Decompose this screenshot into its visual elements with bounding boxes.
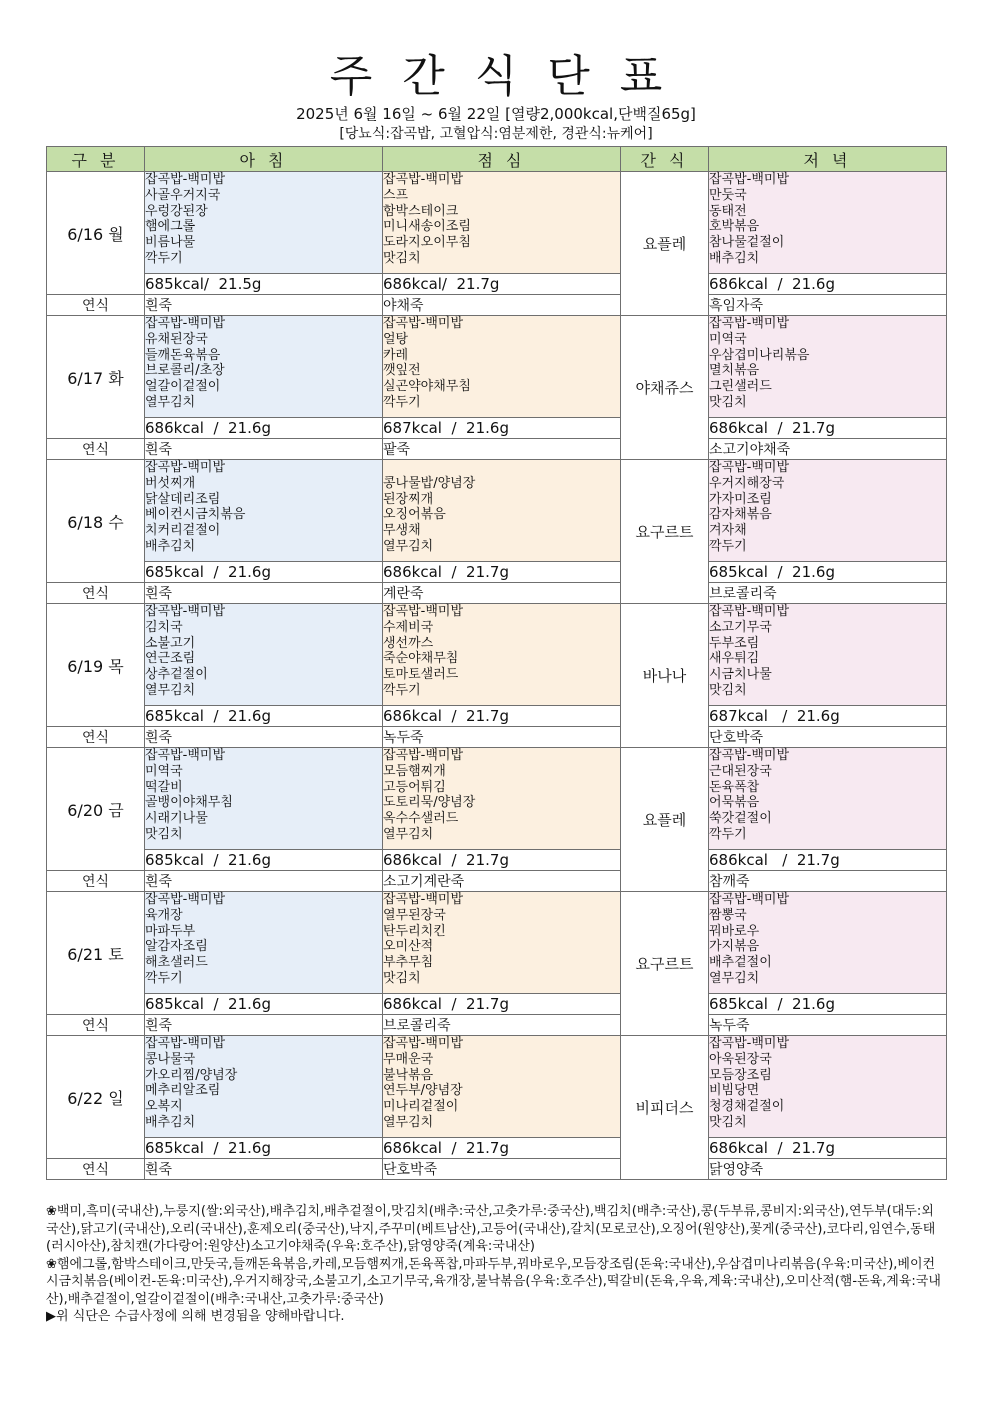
menu-item: 짬뽕국 xyxy=(709,907,747,923)
menu-item: 모듬햄찌개 xyxy=(383,763,446,779)
breakfast-items xyxy=(145,748,383,850)
day-label: 6/19 목 xyxy=(47,604,145,727)
header-row xyxy=(47,147,947,172)
day-label: 6/17 화 xyxy=(47,316,145,439)
menu-item: 치커리겉절이 xyxy=(145,523,221,539)
header-breakfast: 아 침 xyxy=(145,147,383,172)
menu-item: 떡갈비 xyxy=(145,779,183,795)
menu-item: 돈육폭찹 xyxy=(709,779,760,795)
menu-item: 열무김치 xyxy=(383,826,434,842)
menu-item: 알감자조림 xyxy=(145,939,208,955)
menu-item: 우거지해장국 xyxy=(709,475,785,491)
porridge-label: 연식 xyxy=(47,583,145,604)
menu-item: 연근조림 xyxy=(145,651,196,667)
menu-item: 잡곡밥-백미밥 xyxy=(383,748,464,763)
menu-item: 우렁강된장 xyxy=(145,203,208,219)
day-label: 6/16 월 xyxy=(47,172,145,295)
day-row xyxy=(47,316,947,418)
menu-item: 잡곡밥-백미밥 xyxy=(145,892,226,907)
dinner-items xyxy=(709,748,947,850)
menu-item: 배추김치 xyxy=(145,1114,196,1130)
day-label: 6/20 금 xyxy=(47,748,145,871)
lunch-porridge: 야채죽 xyxy=(383,295,621,316)
menu-item: 얼탕 xyxy=(383,331,409,347)
menu-item: 잡곡밥-백미밥 xyxy=(709,1036,790,1051)
menu-item: 생선까스 xyxy=(383,635,434,651)
menu-item: 실곤약야채무침 xyxy=(383,379,471,395)
dinner-items xyxy=(709,892,947,994)
menu-item: 잡곡밥-백미밥 xyxy=(145,604,226,619)
kcal-row xyxy=(47,1138,947,1159)
lunch-porridge: 팥죽 xyxy=(383,439,621,460)
weekly-menu-table xyxy=(46,146,947,1180)
breakfast-items xyxy=(145,604,383,706)
menu-item: 잡곡밥-백미밥 xyxy=(709,748,790,763)
day-row xyxy=(47,1036,947,1138)
menu-item: 열무김치 xyxy=(383,538,434,554)
menu-item: 깍두기 xyxy=(709,826,747,842)
menu-item: 잡곡밥-백미밥 xyxy=(709,316,790,331)
porridge-label: 연식 xyxy=(47,1159,145,1180)
menu-item: 아욱된장국 xyxy=(709,1051,772,1067)
dinner-items xyxy=(709,1036,947,1138)
dinner-items xyxy=(709,172,947,274)
origin-note-2: ❀햄에그롤,함박스테이크,만둣국,들깨돈육볶음,카레,모듬햄찌개,돈육폭찹,마파두부,꿔바로우,모듬장조림(돈육:국내산),우삼겹미나리볶음(우육:미국산),베이컨시금치볶음(베이컨-돈육:미국산),우거지해장국,소불고기,소고기무국,육개장,불낙볶음(우육:호주산),떡갈비(돈육,우육,계육:국내산),오미산적(햄-돈육,계육:국내산),배추겉절이,얼갈이겉절이(배추:국내산,고춧가루:중국산) xyxy=(46,1256,941,1307)
menu-item: 배추겉절이 xyxy=(709,955,772,971)
lunch-porridge: 계란죽 xyxy=(383,583,621,604)
day-row xyxy=(47,172,947,274)
menu-item: 된장찌개 xyxy=(383,491,434,507)
menu-item: 부추무침 xyxy=(383,955,434,971)
menu-item: 마파두부 xyxy=(145,923,196,939)
dinner-items xyxy=(709,460,947,562)
menu-item: 버섯찌개 xyxy=(145,475,196,491)
menu-item: 오미산적 xyxy=(383,939,434,955)
lunch-items xyxy=(383,1036,621,1138)
menu-item: 김치국 xyxy=(145,619,183,635)
breakfast-kcal: 685kcal / 21.6g xyxy=(145,994,383,1015)
porridge-label: 연식 xyxy=(47,1015,145,1036)
diet-note: [당뇨식:잡곡밥, 고혈압식:염분제한, 경관식:뉴케어] xyxy=(339,126,653,142)
porridge-label: 연식 xyxy=(47,727,145,748)
menu-item: 브로콜리/초장 xyxy=(145,363,225,379)
breakfast-kcal: 685kcal/ 21.5g xyxy=(145,274,383,295)
dinner-items xyxy=(709,316,947,418)
lunch-items xyxy=(383,748,621,850)
dinner-porridge: 흑임자죽 xyxy=(709,295,947,316)
menu-item: 미니새송이조림 xyxy=(383,219,471,235)
dinner-porridge: 소고기야채죽 xyxy=(709,439,947,460)
dinner-porridge: 닭영양죽 xyxy=(709,1159,947,1180)
lunch-items xyxy=(383,604,621,706)
menu-item: 고등어튀김 xyxy=(383,779,446,795)
snack-cell: 요플레 xyxy=(621,172,709,316)
dinner-porridge: 녹두죽 xyxy=(709,1015,947,1036)
menu-item: 열무김치 xyxy=(145,682,196,698)
menu-item: 깍두기 xyxy=(145,250,183,266)
menu-item: 근대된장국 xyxy=(709,763,772,779)
breakfast-porridge: 흰죽 xyxy=(145,871,383,892)
dinner-porridge: 단호박죽 xyxy=(709,727,947,748)
menu-item: 잡곡밥-백미밥 xyxy=(145,1036,226,1051)
breakfast-items xyxy=(145,460,383,562)
menu-item: 탄두리치킨 xyxy=(383,923,446,939)
menu-item: 함박스테이크 xyxy=(383,203,459,219)
menu-item: 열무김치 xyxy=(145,394,196,410)
menu-item: 베이컨시금치볶음 xyxy=(145,507,246,523)
day-row xyxy=(47,892,947,994)
snack-cell: 요구르트 xyxy=(621,892,709,1036)
menu-body xyxy=(47,172,947,1180)
menu-item: 육개장 xyxy=(145,907,183,923)
menu-item: 오복지 xyxy=(145,1099,183,1115)
kcal-row xyxy=(47,706,947,727)
kcal-row xyxy=(47,850,947,871)
dinner-kcal: 686kcal / 21.6g xyxy=(709,274,947,295)
menu-item: 열무김치 xyxy=(709,970,760,986)
menu-item: 잡곡밥-백미밥 xyxy=(145,172,226,187)
menu-item: 잡곡밥-백미밥 xyxy=(383,1036,464,1051)
menu-item: 유채된장국 xyxy=(145,331,208,347)
menu-item: 오징어볶음 xyxy=(383,507,446,523)
day-row xyxy=(47,748,947,850)
breakfast-kcal: 685kcal / 21.6g xyxy=(145,850,383,871)
menu-item: 깍두기 xyxy=(383,394,421,410)
breakfast-items xyxy=(145,316,383,418)
lunch-items xyxy=(383,172,621,274)
menu-item: 도라지오이무침 xyxy=(383,235,471,251)
menu-item: 맛김치 xyxy=(709,682,747,698)
menu-item: 토마토샐러드 xyxy=(383,667,459,683)
header-dinner: 저 녁 xyxy=(709,147,947,172)
porridge-label: 연식 xyxy=(47,295,145,316)
menu-item: 참나물겉절이 xyxy=(709,235,785,251)
menu-item: 잡곡밥-백미밥 xyxy=(383,604,464,619)
menu-item: 깻잎전 xyxy=(383,363,421,379)
menu-item: 어묵볶음 xyxy=(709,795,760,811)
lunch-items xyxy=(383,460,621,562)
header-lunch: 점 심 xyxy=(383,147,621,172)
lunch-kcal: 686kcal / 21.7g xyxy=(383,706,621,727)
menu-item: 새우튀김 xyxy=(709,651,760,667)
menu-item: 배추김치 xyxy=(145,538,196,554)
kcal-row xyxy=(47,994,947,1015)
dinner-kcal: 687kcal / 21.6g xyxy=(709,706,947,727)
snack-cell: 야채쥬스 xyxy=(621,316,709,460)
day-label: 6/22 일 xyxy=(47,1036,145,1159)
menu-item: 콩나물밥/양념장 xyxy=(383,475,476,491)
menu-item: 열무김치 xyxy=(383,1114,434,1130)
menu-item: 잡곡밥-백미밥 xyxy=(709,460,790,475)
menu-item: 비름나물 xyxy=(145,235,196,251)
menu-item: 사골우거지국 xyxy=(145,187,221,203)
lunch-porridge: 소고기계란죽 xyxy=(383,871,621,892)
day-label: 6/18 수 xyxy=(47,460,145,583)
lunch-kcal: 686kcal / 21.7g xyxy=(383,994,621,1015)
breakfast-porridge: 흰죽 xyxy=(145,1015,383,1036)
menu-item: 수제비국 xyxy=(383,619,434,635)
menu-item: 미역국 xyxy=(145,763,183,779)
breakfast-items xyxy=(145,1036,383,1138)
menu-item: 도토리묵/양념장 xyxy=(383,795,476,811)
lunch-kcal: 686kcal / 21.7g xyxy=(383,850,621,871)
dinner-items xyxy=(709,604,947,706)
day-row xyxy=(47,460,947,562)
menu-item: 겨자채 xyxy=(709,523,747,539)
porridge-row xyxy=(47,295,947,316)
menu-item: 잡곡밥-백미밥 xyxy=(709,604,790,619)
menu-item: 잡곡밥-백미밥 xyxy=(709,172,790,187)
menu-item: 죽순야채무침 xyxy=(383,651,459,667)
menu-item: 가자미조림 xyxy=(709,491,772,507)
dinner-porridge: 브로콜리죽 xyxy=(709,583,947,604)
day-label: 6/21 토 xyxy=(47,892,145,1015)
menu-item: 잡곡밥-백미밥 xyxy=(383,316,464,331)
menu-item: 비빔당면 xyxy=(709,1083,760,1099)
menu-item: 메추리알조림 xyxy=(145,1083,221,1099)
menu-item: 깍두기 xyxy=(709,538,747,554)
menu-item: 무생채 xyxy=(383,523,421,539)
porridge-row xyxy=(47,727,947,748)
menu-item: 상추겉절이 xyxy=(145,667,208,683)
menu-item: 잡곡밥-백미밥 xyxy=(145,748,226,763)
lunch-kcal: 686kcal/ 21.7g xyxy=(383,274,621,295)
header-snack: 간 식 xyxy=(621,147,709,172)
menu-item: 꿔바로우 xyxy=(709,923,760,939)
menu-item: 청경채겉절이 xyxy=(709,1099,785,1115)
snack-cell: 요구르트 xyxy=(621,460,709,604)
porridge-row xyxy=(47,871,947,892)
menu-item: 들깨돈육볶음 xyxy=(145,347,221,363)
menu-item: 동태전 xyxy=(709,203,747,219)
dinner-kcal: 686kcal / 21.7g xyxy=(709,1138,947,1159)
dinner-porridge: 참깨죽 xyxy=(709,871,947,892)
lunch-items xyxy=(383,316,621,418)
menu-item: 잡곡밥-백미밥 xyxy=(709,892,790,907)
menu-item: 소고기무국 xyxy=(709,619,772,635)
snack-cell: 비피더스 xyxy=(621,1036,709,1180)
menu-item: 미역국 xyxy=(709,331,747,347)
menu-item: 맛김치 xyxy=(383,250,421,266)
header-category: 구 분 xyxy=(47,147,145,172)
dinner-kcal: 686kcal / 21.7g xyxy=(709,850,947,871)
breakfast-porridge: 흰죽 xyxy=(145,295,383,316)
menu-item: 맛김치 xyxy=(709,394,747,410)
change-notice: ▶위 식단은 수급사정에 의해 변경됨을 양해바랍니다. xyxy=(46,1309,345,1324)
menu-item: 잡곡밥-백미밥 xyxy=(145,316,226,331)
breakfast-items xyxy=(145,892,383,994)
menu-item: 잡곡밥-백미밥 xyxy=(145,460,226,475)
lunch-porridge: 브로콜리죽 xyxy=(383,1015,621,1036)
menu-item: 만둣국 xyxy=(709,187,747,203)
porridge-row xyxy=(47,1159,947,1180)
menu-item: 햄에그롤 xyxy=(145,219,196,235)
breakfast-kcal: 686kcal / 21.6g xyxy=(145,418,383,439)
menu-item: 쑥갓겉절이 xyxy=(709,811,772,827)
lunch-kcal: 686kcal / 21.7g xyxy=(383,1138,621,1159)
lunch-porridge: 녹두죽 xyxy=(383,727,621,748)
menu-item: 카레 xyxy=(383,347,409,363)
menu-item: 모듬장조림 xyxy=(709,1067,772,1083)
menu-item: 연두부/양념장 xyxy=(383,1083,463,1099)
breakfast-kcal: 685kcal / 21.6g xyxy=(145,706,383,727)
menu-item: 호박볶음 xyxy=(709,219,760,235)
menu-item: 골뱅이야채무침 xyxy=(145,795,233,811)
breakfast-porridge: 흰죽 xyxy=(145,439,383,460)
menu-item: 해초샐러드 xyxy=(145,955,208,971)
menu-item: 닭살데리조림 xyxy=(145,491,221,507)
page-title: 주간식단표 xyxy=(329,51,693,102)
menu-item: 맛김치 xyxy=(709,1114,747,1130)
menu-item xyxy=(383,460,620,476)
menu-item: 깍두기 xyxy=(383,682,421,698)
lunch-items xyxy=(383,892,621,994)
period-subtitle: 2025년 6월 16일 ~ 6월 22일 [열량2,000kcal,단백질65g] xyxy=(296,105,696,123)
dinner-kcal: 685kcal / 21.6g xyxy=(709,994,947,1015)
menu-item: 가오리찜/양념장 xyxy=(145,1067,238,1083)
origin-note-1: ❀백미,흑미(국내산),누룽지(쌀:외국산),배추김치,배추겉절이,맛김치(배추:국산,고춧가루:중국산),백김치(배추:국산),콩(두부류,콩비지:외국산),연두부(대두:외국산),닭고기(국내산),오리(국내산),훈제오리(중국산),낙지,주꾸미(베트남산),고등어(국내산),갈치(모로코산),오징어(원양산),꽃게(중국산),코다리,임연수,동태(러시아산),참치캔(가다랑어:원양산)소고기야채죽(우육:호주산),닭영양죽(계육:국내산) xyxy=(46,1204,936,1254)
snack-cell: 바나나 xyxy=(621,604,709,748)
menu-item: 감자채볶음 xyxy=(709,507,772,523)
porridge-label: 연식 xyxy=(47,439,145,460)
menu-item: 소불고기 xyxy=(145,635,196,651)
menu-item: 잡곡밥-백미밥 xyxy=(383,892,464,907)
notes xyxy=(46,1203,946,1326)
kcal-row xyxy=(47,562,947,583)
dinner-kcal: 686kcal / 21.7g xyxy=(709,418,947,439)
menu-item: 맛김치 xyxy=(383,970,421,986)
menu-item: 맛김치 xyxy=(145,826,183,842)
menu-item: 무매운국 xyxy=(383,1051,434,1067)
kcal-row xyxy=(47,418,947,439)
day-row xyxy=(47,604,947,706)
porridge-row xyxy=(47,439,947,460)
breakfast-items xyxy=(145,172,383,274)
menu-item: 가지볶음 xyxy=(709,939,760,955)
menu-item: 불낙볶음 xyxy=(383,1067,434,1083)
menu-item: 미나리겉절이 xyxy=(383,1099,459,1115)
breakfast-porridge: 흰죽 xyxy=(145,1159,383,1180)
porridge-label: 연식 xyxy=(47,871,145,892)
lunch-porridge: 단호박죽 xyxy=(383,1159,621,1180)
menu-item: 잡곡밥-백미밥 xyxy=(383,172,464,187)
breakfast-porridge: 흰죽 xyxy=(145,583,383,604)
breakfast-kcal: 685kcal / 21.6g xyxy=(145,562,383,583)
menu-item: 열무된장국 xyxy=(383,907,446,923)
porridge-row xyxy=(47,583,947,604)
dinner-kcal: 685kcal / 21.6g xyxy=(709,562,947,583)
menu-item: 시금치나물 xyxy=(709,667,772,683)
menu-item: 멸치볶음 xyxy=(709,363,760,379)
menu-item: 스프 xyxy=(383,187,409,203)
menu-item: 옥수수샐러드 xyxy=(383,811,459,827)
breakfast-porridge: 흰죽 xyxy=(145,727,383,748)
menu-item: 깍두기 xyxy=(145,970,183,986)
breakfast-kcal: 685kcal / 21.6g xyxy=(145,1138,383,1159)
menu-item: 배추김치 xyxy=(709,250,760,266)
kcal-row xyxy=(47,274,947,295)
menu-item: 우삼겹미나리볶음 xyxy=(709,347,810,363)
lunch-kcal: 686kcal / 21.7g xyxy=(383,562,621,583)
menu-item: 콩나물국 xyxy=(145,1051,196,1067)
menu-item: 두부조림 xyxy=(709,635,760,651)
lunch-kcal: 687kcal / 21.6g xyxy=(383,418,621,439)
porridge-row xyxy=(47,1015,947,1036)
menu-item: 시래기나물 xyxy=(145,811,208,827)
menu-item: 얼갈이겉절이 xyxy=(145,379,221,395)
menu-item: 그린샐러드 xyxy=(709,379,772,395)
snack-cell: 요플레 xyxy=(621,748,709,892)
